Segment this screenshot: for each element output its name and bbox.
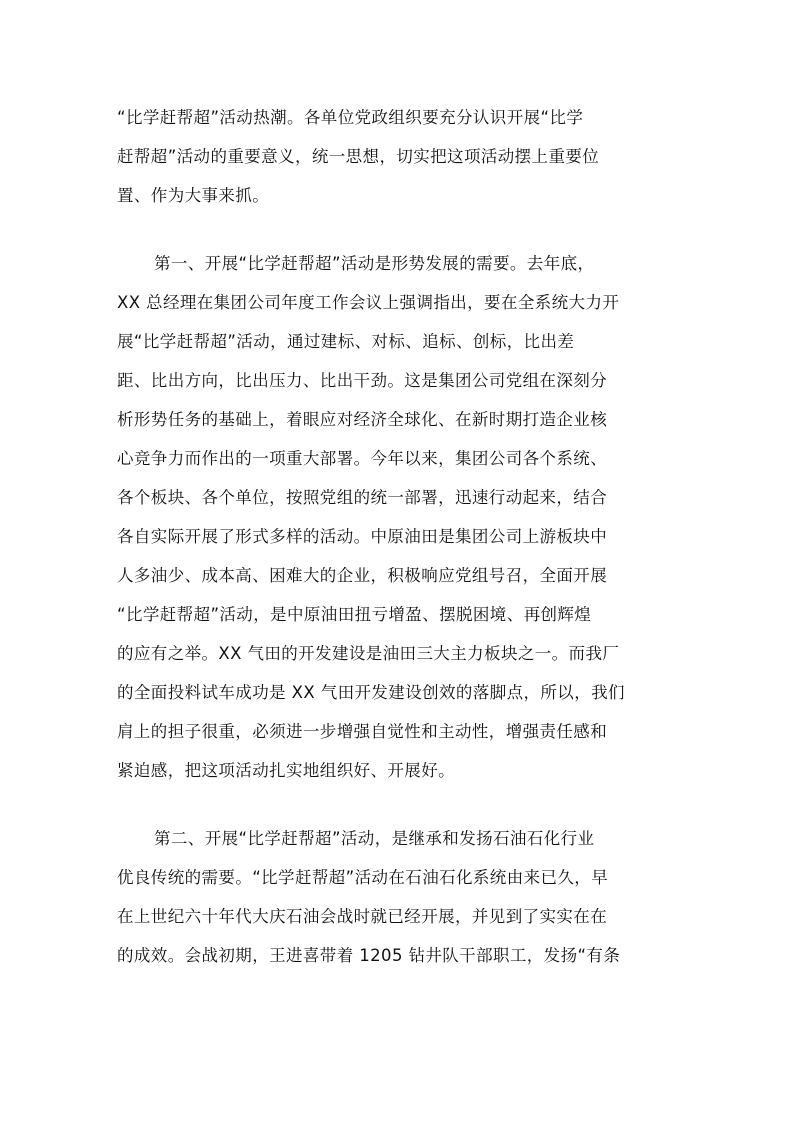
text-line: 的成效。会战初期，王进喜带着 1205 钻井队干部职工，发扬“有条	[117, 946, 621, 965]
text-line: 紧迫感，把这项活动扎实地组织好、开展好。	[117, 761, 455, 780]
paragraph-gap	[117, 215, 677, 244]
text-line: 优良传统的需要。“比学赶帮超”活动在石油石化系统由来已久，早	[117, 868, 609, 887]
text-line: 距、比出方向，比出压力、比出干劲。这是集团公司党组在深刻分	[117, 371, 608, 390]
body-text	[117, 98, 677, 975]
text-line: 置、作为大事来抓。	[117, 186, 270, 205]
text-line: 展“比学赶帮超”活动，通过建标、对标、追标、创标，比出差	[117, 332, 575, 351]
text-line: 各自实际开展了形式多样的活动。中原油田是集团公司上游板块中	[117, 527, 608, 546]
text-line: 的应有之举。XX 气田的开发建设是油田三大主力板块之一。而我厂	[117, 644, 620, 663]
text-line: XX 总经理在集团公司年度工作会议上强调指出，要在全系统大力开	[117, 293, 620, 312]
text-line: 赶帮超”活动的重要意义，统一思想，切实把这项活动摆上重要位	[117, 147, 600, 166]
text-line: 第二、开展“比学赶帮超”活动，是继承和发扬石油石化行业	[154, 829, 595, 848]
text-line: 第一、开展“比学赶帮超”活动是形势发展的需要。去年底，	[154, 254, 595, 273]
text-line: 的全面投料试车成功是 XX 气田开发建设创效的落脚点，所以，我们	[117, 683, 625, 702]
text-line: 心竞争力而作出的一项重大部署。今年以来，集团公司各个系统、	[117, 449, 608, 468]
text-line: “比学赶帮超”活动热潮。各单位党政组织要充分认识开展“比学	[117, 108, 584, 127]
text-line: 在上世纪六十年代大庆石油会战时就已经开展，并见到了实实在在	[117, 907, 608, 926]
text-line: 肩上的担子很重，必须进一步增强自觉性和主动性，增强责任感和	[117, 722, 608, 741]
text-line: 析形势任务的基础上，着眼应对经济全球化、在新时期打造企业核	[117, 410, 608, 429]
text-line: 各个板块、各个单位，按照党组的统一部署，迅速行动起来，结合	[117, 488, 608, 507]
paragraph-first-point	[117, 244, 677, 790]
paragraph-continuation	[117, 98, 677, 215]
paragraph-second-point	[117, 819, 677, 975]
paragraph-gap	[117, 790, 677, 819]
text-line: “比学赶帮超”活动，是中原油田扭亏增盈、摆脱困境、再创辉煌	[117, 605, 592, 624]
text-line: 人多油少、成本高、困难大的企业，积极响应党组号召，全面开展	[117, 566, 608, 585]
